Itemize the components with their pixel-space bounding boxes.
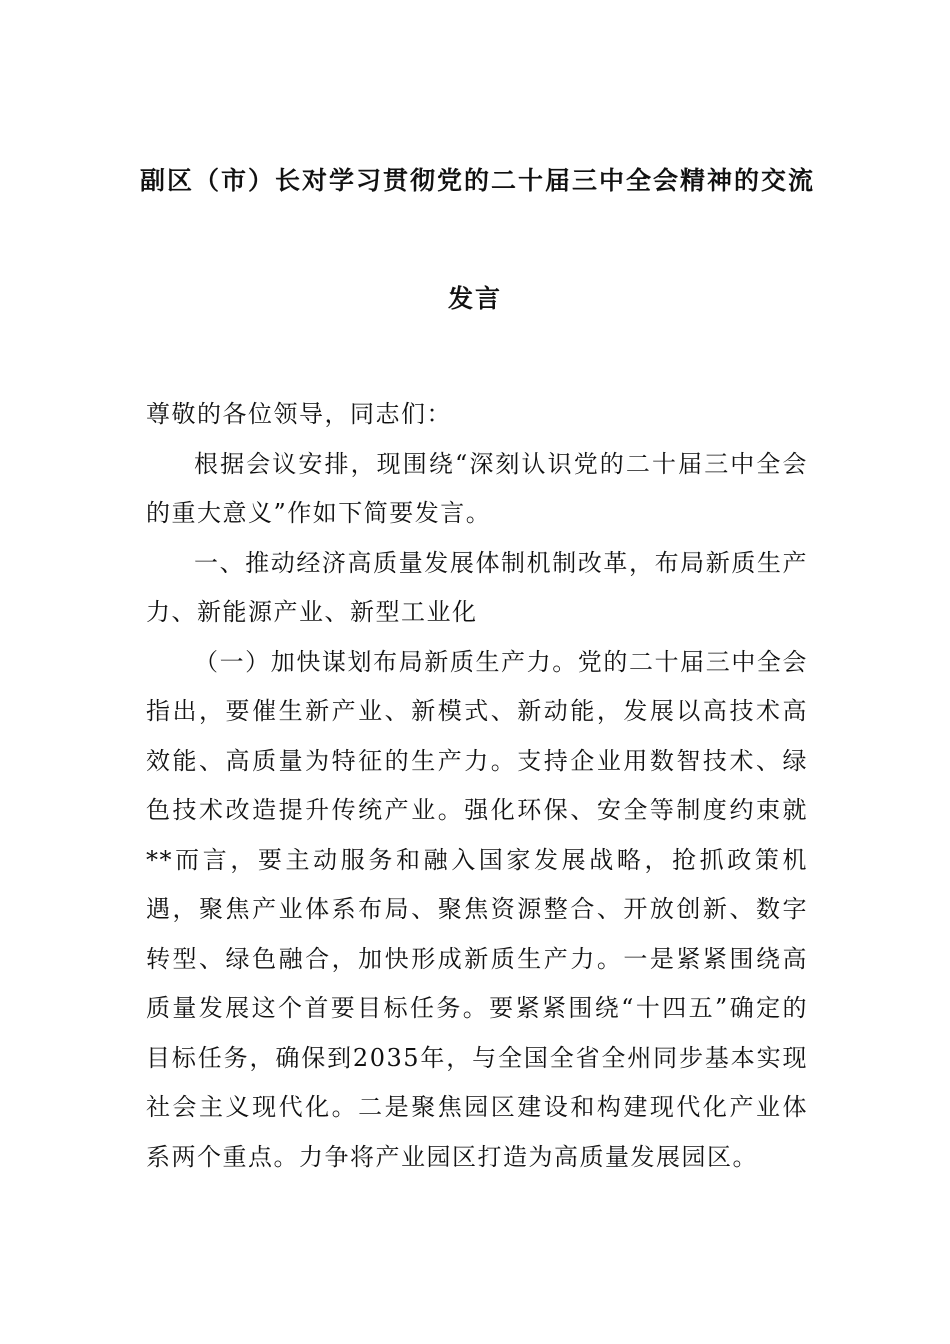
- paragraph-new-productivity: （一）加快谋划布局新质生产力。党的二十届三中全会指出，要催生新产业、新模式、新动能，发展以高技术高效能、高质量为特征的生产力。支持企业用数智技术、绿色技术改造提升传统产业。强化环保、安全等制度约束就**而言，要主动服务和融入国家发展战略，抢抓政策机遇，聚焦产业体系布局、聚焦资源整合、开放创新、数字转型、绿色融合，加快形成新质生产力。一是紧紧围绕高质量发展这个首要目标任务。要紧紧围绕“十四五”确定的目标任务，确保到2035年，与全国全省全州同步基本实现社会主义现代化。二是聚焦园区建设和构建现代化产业体系两个重点。力争将产业园区打造为高质量发展园区。: [146, 647, 808, 1171]
- document-title-line-2: 发言: [447, 284, 502, 313]
- paragraph-intro: 根据会议安排，现围绕“深刻认识党的二十届三中全会的重大意义”作如下简要发言。: [146, 449, 808, 527]
- section-heading: 一、推动经济高质量发展体制机制改革，布局新质生产力、新能源产业、新型工业化: [146, 548, 808, 626]
- document-body: [146, 390, 808, 1182]
- document-title-line-1: 副区（市）长对学习贯彻党的二十届三中全会精神的交流: [140, 166, 816, 195]
- salutation: 尊敬的各位领导，同志们：: [146, 400, 452, 428]
